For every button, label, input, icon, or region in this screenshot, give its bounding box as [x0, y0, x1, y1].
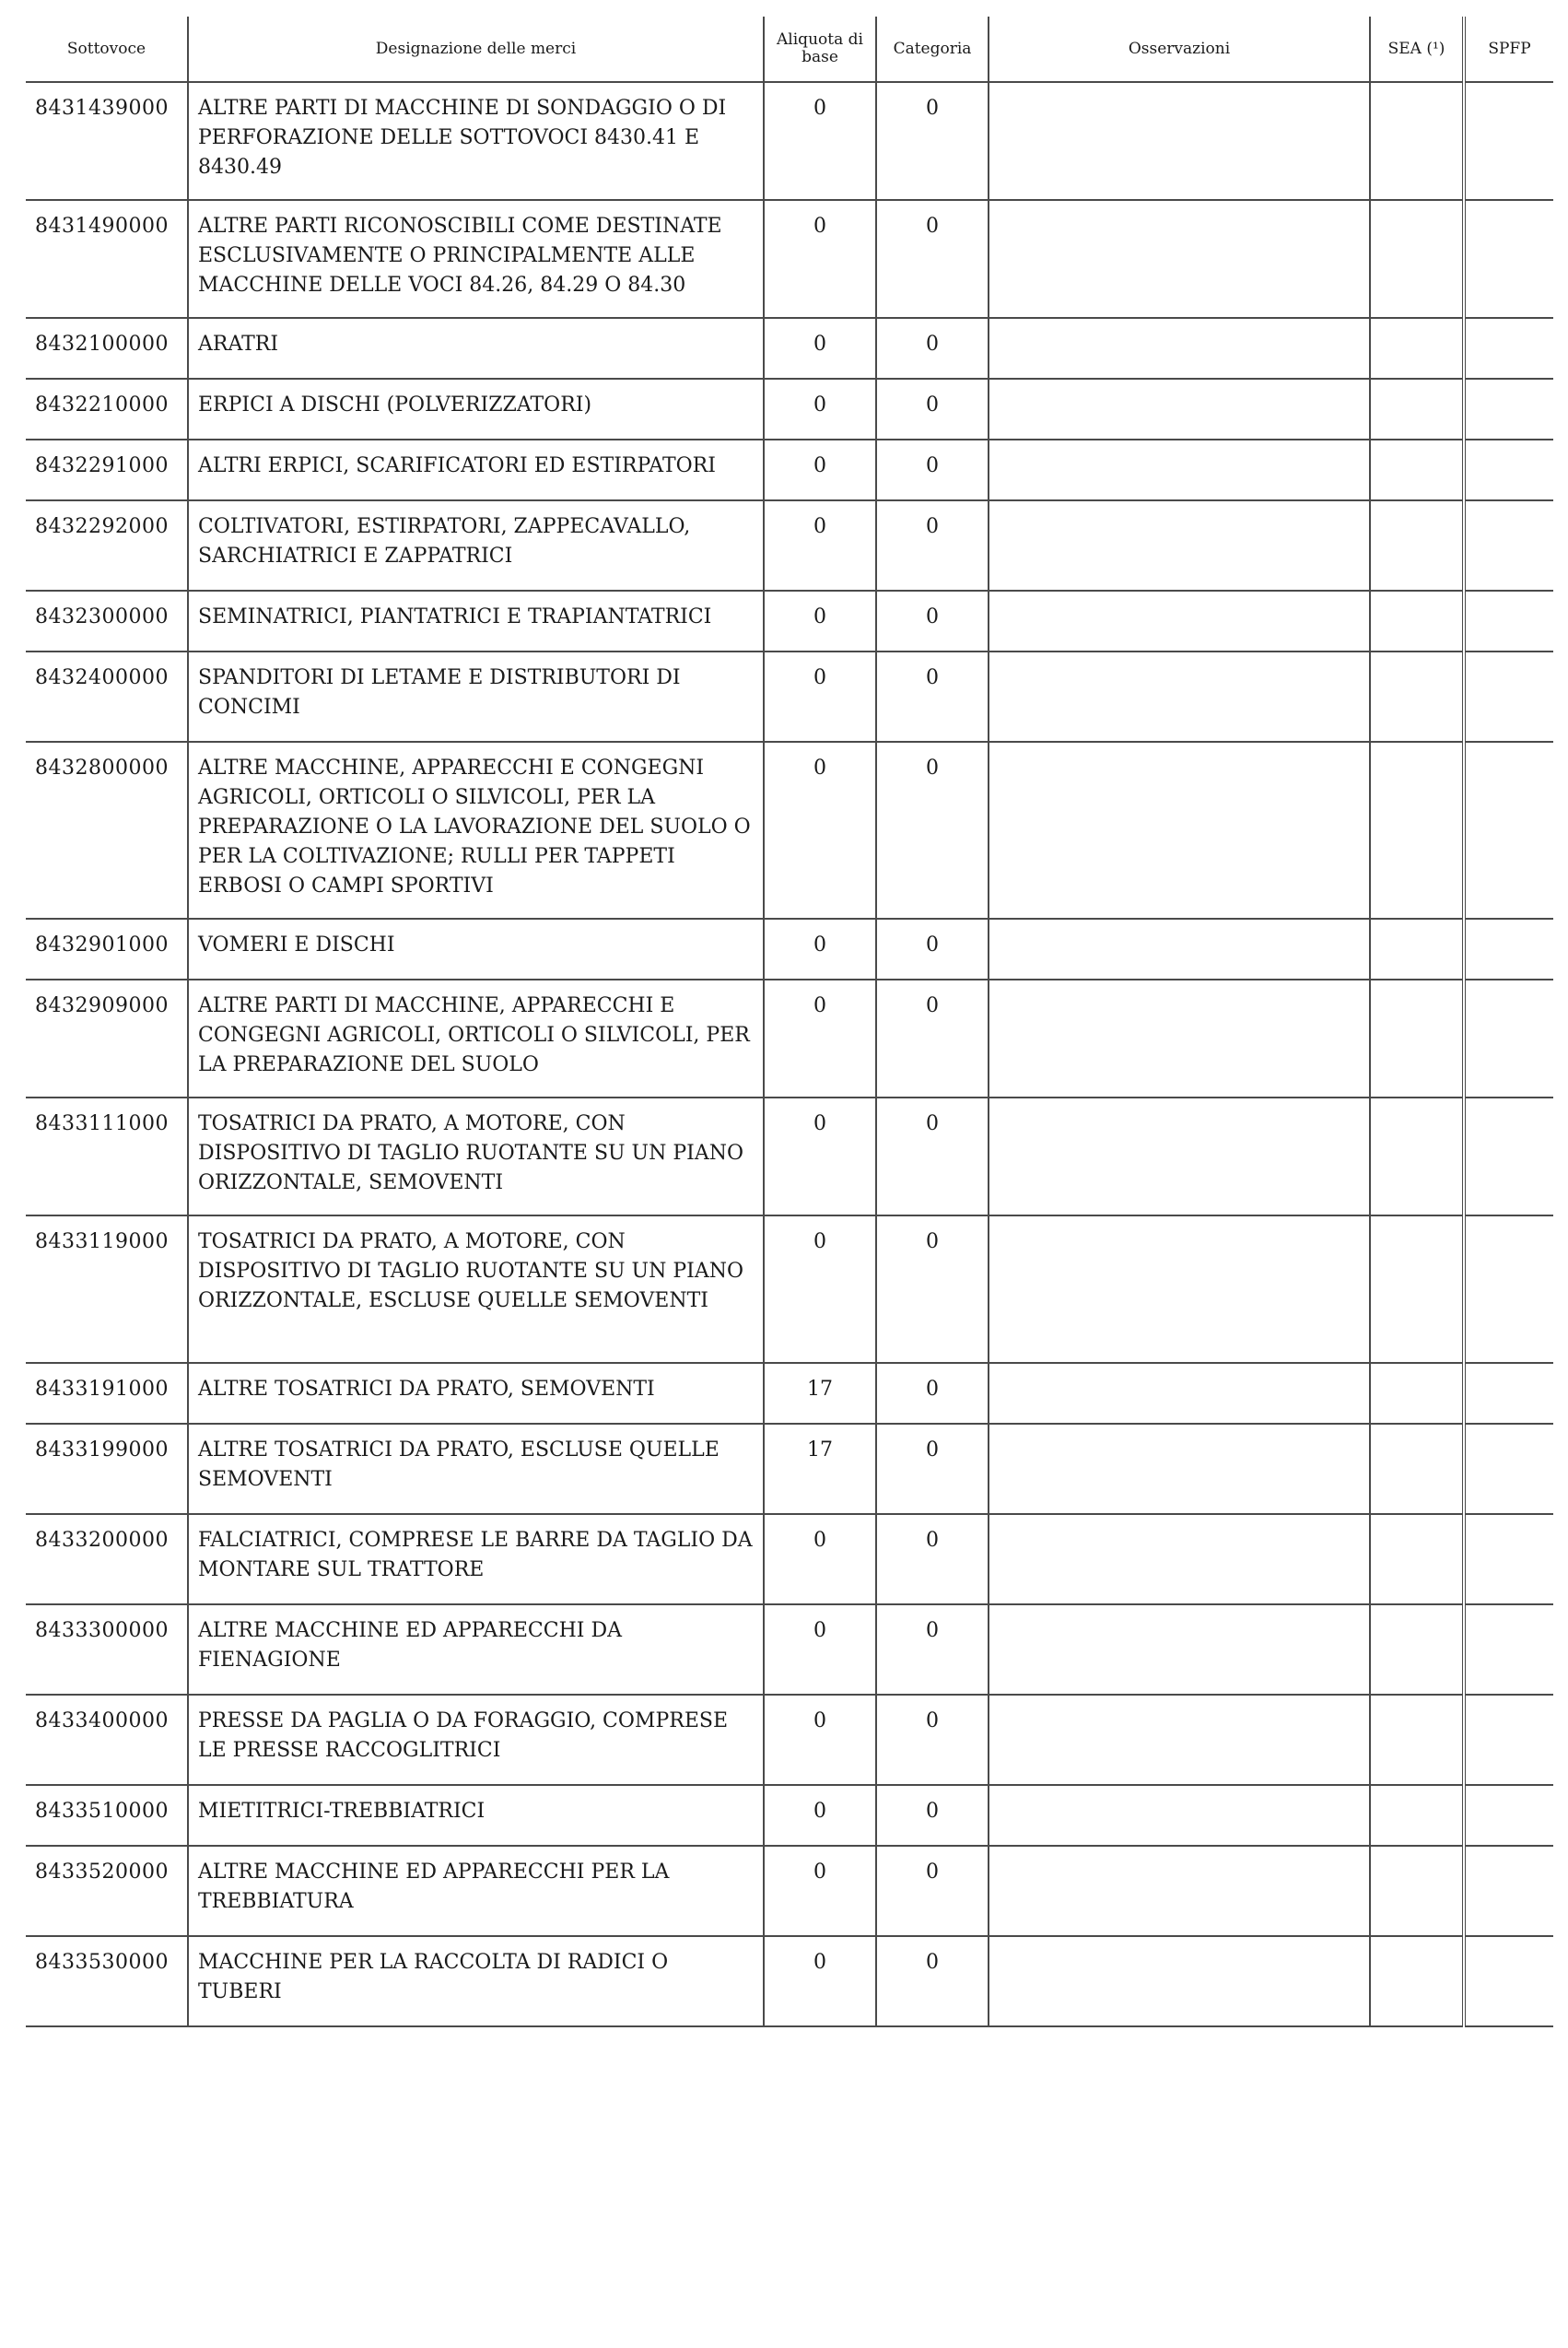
remarks-cell	[989, 591, 1370, 652]
code-cell: 8433400000	[26, 1695, 188, 1785]
category-cell: 0	[876, 1785, 989, 1846]
remarks-cell	[989, 1695, 1370, 1785]
table-row	[26, 500, 1553, 591]
description-cell: ALTRE PARTI DI MACCHINE, APPARECCHI E CONGEGNI AGRICOLI, ORTICOLI O SILVICOLI, PER LA PREPARAZIONE DEL SUOLO	[188, 980, 764, 1098]
sea-cell	[1370, 500, 1464, 591]
base-rate-cell: 0	[764, 318, 876, 379]
remarks-cell	[989, 440, 1370, 500]
spfp-cell	[1464, 652, 1553, 742]
code-cell: 8433300000	[26, 1604, 188, 1695]
header-row	[26, 17, 1553, 82]
header-category: Categoria	[876, 17, 989, 82]
base-rate-cell: 0	[764, 200, 876, 318]
base-rate-cell: 0	[764, 1215, 876, 1363]
table-row	[26, 440, 1553, 500]
category-cell: 0	[876, 318, 989, 379]
remarks-cell	[989, 1215, 1370, 1363]
category-cell: 0	[876, 440, 989, 500]
table-row	[26, 1098, 1553, 1215]
category-cell: 0	[876, 82, 989, 200]
base-rate-cell: 0	[764, 591, 876, 652]
tariff-table	[26, 17, 1553, 2027]
remarks-cell	[989, 200, 1370, 318]
table-row	[26, 1785, 1553, 1846]
remarks-cell	[989, 1363, 1370, 1424]
base-rate-cell: 0	[764, 652, 876, 742]
category-cell: 0	[876, 591, 989, 652]
table-row	[26, 591, 1553, 652]
code-cell: 8433199000	[26, 1424, 188, 1514]
code-cell: 8432210000	[26, 379, 188, 440]
base-rate-cell: 0	[764, 1695, 876, 1785]
base-rate-cell: 0	[764, 1098, 876, 1215]
table-row	[26, 82, 1553, 200]
remarks-cell	[989, 1846, 1370, 1936]
code-cell: 8432291000	[26, 440, 188, 500]
sea-cell	[1370, 1936, 1464, 2026]
code-cell: 8433200000	[26, 1514, 188, 1604]
sea-cell	[1370, 200, 1464, 318]
code-cell: 8433530000	[26, 1936, 188, 2026]
description-cell: MACCHINE PER LA RACCOLTA DI RADICI O TUBERI	[188, 1936, 764, 2026]
table-row	[26, 1215, 1553, 1363]
table-row	[26, 1695, 1553, 1785]
base-rate-cell: 0	[764, 1936, 876, 2026]
sea-cell	[1370, 1604, 1464, 1695]
sea-cell	[1370, 652, 1464, 742]
table-row	[26, 742, 1553, 919]
description-cell: ERPICI A DISCHI (POLVERIZZATORI)	[188, 379, 764, 440]
spfp-cell	[1464, 379, 1553, 440]
table-row	[26, 1936, 1553, 2026]
base-rate-cell: 17	[764, 1424, 876, 1514]
table-row	[26, 1363, 1553, 1424]
base-rate-cell: 0	[764, 1846, 876, 1936]
table-row	[26, 919, 1553, 980]
header-sea: SEA (¹)	[1370, 17, 1464, 82]
sea-cell	[1370, 1215, 1464, 1363]
spfp-cell	[1464, 1363, 1553, 1424]
base-rate-cell: 0	[764, 500, 876, 591]
description-cell: ALTRE MACCHINE, APPARECCHI E CONGEGNI AGRICOLI, ORTICOLI O SILVICOLI, PER LA PREPARAZIONE O LA LAVORAZIONE DEL SUOLO O PER LA COLTIVAZIONE; RULLI PER TAPPETI ERBOSI O CAMPI SPORTIVI	[188, 742, 764, 919]
spfp-cell	[1464, 1846, 1553, 1936]
category-cell: 0	[876, 1695, 989, 1785]
remarks-cell	[989, 980, 1370, 1098]
base-rate-cell: 0	[764, 82, 876, 200]
sea-cell	[1370, 1846, 1464, 1936]
remarks-cell	[989, 652, 1370, 742]
description-cell: ALTRE MACCHINE ED APPARECCHI PER LA TREBBIATURA	[188, 1846, 764, 1936]
base-rate-cell: 0	[764, 440, 876, 500]
description-cell: ALTRE MACCHINE ED APPARECCHI DA FIENAGIONE	[188, 1604, 764, 1695]
remarks-cell	[989, 318, 1370, 379]
description-cell: COLTIVATORI, ESTIRPATORI, ZAPPECAVALLO, SARCHIATRICI E ZAPPATRICI	[188, 500, 764, 591]
spfp-cell	[1464, 1936, 1553, 2026]
spfp-cell	[1464, 1604, 1553, 1695]
description-cell: PRESSE DA PAGLIA O DA FORAGGIO, COMPRESE LE PRESSE RACCOGLITRICI	[188, 1695, 764, 1785]
description-cell: VOMERI E DISCHI	[188, 919, 764, 980]
spfp-cell	[1464, 440, 1553, 500]
description-cell: MIETITRICI-TREBBIATRICI	[188, 1785, 764, 1846]
spfp-cell	[1464, 742, 1553, 919]
remarks-cell	[989, 919, 1370, 980]
code-cell: 8432909000	[26, 980, 188, 1098]
table-row	[26, 1424, 1553, 1514]
table-row	[26, 652, 1553, 742]
table-row	[26, 200, 1553, 318]
spfp-cell	[1464, 1514, 1553, 1604]
header-code: Sottovoce	[26, 17, 188, 82]
spfp-cell	[1464, 980, 1553, 1098]
code-cell: 8431490000	[26, 200, 188, 318]
code-cell: 8433510000	[26, 1785, 188, 1846]
base-rate-cell: 0	[764, 1785, 876, 1846]
code-cell: 8432292000	[26, 500, 188, 591]
sea-cell	[1370, 82, 1464, 200]
code-cell: 8433111000	[26, 1098, 188, 1215]
spfp-cell	[1464, 1424, 1553, 1514]
sea-cell	[1370, 1424, 1464, 1514]
code-cell: 8433191000	[26, 1363, 188, 1424]
remarks-cell	[989, 1785, 1370, 1846]
remarks-cell	[989, 1604, 1370, 1695]
remarks-cell	[989, 1098, 1370, 1215]
category-cell: 0	[876, 1846, 989, 1936]
category-cell: 0	[876, 1604, 989, 1695]
category-cell: 0	[876, 500, 989, 591]
description-cell: ALTRE TOSATRICI DA PRATO, ESCLUSE QUELLE SEMOVENTI	[188, 1424, 764, 1514]
sea-cell	[1370, 1363, 1464, 1424]
sea-cell	[1370, 980, 1464, 1098]
code-cell: 8432800000	[26, 742, 188, 919]
sea-cell	[1370, 1514, 1464, 1604]
code-cell: 8431439000	[26, 82, 188, 200]
sea-cell	[1370, 1785, 1464, 1846]
description-cell: ALTRE TOSATRICI DA PRATO, SEMOVENTI	[188, 1363, 764, 1424]
sea-cell	[1370, 379, 1464, 440]
table-row	[26, 318, 1553, 379]
code-cell: 8433520000	[26, 1846, 188, 1936]
description-cell: ALTRE PARTI RICONOSCIBILI COME DESTINATE ESCLUSIVAMENTE O PRINCIPALMENTE ALLE MACCHINE DELLE VOCI 84.26, 84.29 O 84.30	[188, 200, 764, 318]
category-cell: 0	[876, 919, 989, 980]
base-rate-cell: 17	[764, 1363, 876, 1424]
header-spfp: SPFP	[1464, 17, 1553, 82]
remarks-cell	[989, 1424, 1370, 1514]
spfp-cell	[1464, 82, 1553, 200]
spfp-cell	[1464, 591, 1553, 652]
description-cell: ALTRI ERPICI, SCARIFICATORI ED ESTIRPATORI	[188, 440, 764, 500]
code-cell: 8432100000	[26, 318, 188, 379]
category-cell: 0	[876, 652, 989, 742]
base-rate-cell: 0	[764, 1514, 876, 1604]
spfp-cell	[1464, 200, 1553, 318]
category-cell: 0	[876, 1936, 989, 2026]
category-cell: 0	[876, 980, 989, 1098]
sea-cell	[1370, 919, 1464, 980]
table-row	[26, 1604, 1553, 1695]
code-cell: 8433119000	[26, 1215, 188, 1363]
base-rate-cell: 0	[764, 919, 876, 980]
spfp-cell	[1464, 919, 1553, 980]
remarks-cell	[989, 742, 1370, 919]
remarks-cell	[989, 500, 1370, 591]
category-cell: 0	[876, 379, 989, 440]
category-cell: 0	[876, 1098, 989, 1215]
code-cell: 8432300000	[26, 591, 188, 652]
spfp-cell	[1464, 1098, 1553, 1215]
category-cell: 0	[876, 1215, 989, 1363]
description-cell: TOSATRICI DA PRATO, A MOTORE, CON DISPOSITIVO DI TAGLIO RUOTANTE SU UN PIANO ORIZZONTALE, SEMOVENTI	[188, 1098, 764, 1215]
sea-cell	[1370, 742, 1464, 919]
code-cell: 8432400000	[26, 652, 188, 742]
description-cell: ARATRI	[188, 318, 764, 379]
description-cell: SEMINATRICI, PIANTATRICI E TRAPIANTATRICI	[188, 591, 764, 652]
remarks-cell	[989, 1514, 1370, 1604]
base-rate-cell: 0	[764, 980, 876, 1098]
description-cell: ALTRE PARTI DI MACCHINE DI SONDAGGIO O DI PERFORAZIONE DELLE SOTTOVOCI 8430.41 E 8430.49	[188, 82, 764, 200]
remarks-cell	[989, 379, 1370, 440]
table-row	[26, 980, 1553, 1098]
code-cell: 8432901000	[26, 919, 188, 980]
header-remarks: Osservazioni	[989, 17, 1370, 82]
description-cell: TOSATRICI DA PRATO, A MOTORE, CON DISPOSITIVO DI TAGLIO RUOTANTE SU UN PIANO ORIZZONTALE, ESCLUSE QUELLE SEMOVENTI	[188, 1215, 764, 1363]
table-row	[26, 1514, 1553, 1604]
spfp-cell	[1464, 1215, 1553, 1363]
spfp-cell	[1464, 1785, 1553, 1846]
category-cell: 0	[876, 1363, 989, 1424]
base-rate-cell: 0	[764, 379, 876, 440]
description-cell: FALCIATRICI, COMPRESE LE BARRE DA TAGLIO DA MONTARE SUL TRATTORE	[188, 1514, 764, 1604]
remarks-cell	[989, 1936, 1370, 2026]
header-description: Designazione delle merci	[188, 17, 764, 82]
table-row	[26, 1846, 1553, 1936]
category-cell: 0	[876, 1514, 989, 1604]
spfp-cell	[1464, 318, 1553, 379]
sea-cell	[1370, 1695, 1464, 1785]
base-rate-cell: 0	[764, 1604, 876, 1695]
spfp-cell	[1464, 500, 1553, 591]
sea-cell	[1370, 440, 1464, 500]
spfp-cell	[1464, 1695, 1553, 1785]
header-base-rate: Aliquota di base	[764, 17, 876, 82]
category-cell: 0	[876, 1424, 989, 1514]
sea-cell	[1370, 591, 1464, 652]
sea-cell	[1370, 1098, 1464, 1215]
category-cell: 0	[876, 742, 989, 919]
category-cell: 0	[876, 200, 989, 318]
description-cell: SPANDITORI DI LETAME E DISTRIBUTORI DI CONCIMI	[188, 652, 764, 742]
base-rate-cell: 0	[764, 742, 876, 919]
remarks-cell	[989, 82, 1370, 200]
table-row	[26, 379, 1553, 440]
sea-cell	[1370, 318, 1464, 379]
